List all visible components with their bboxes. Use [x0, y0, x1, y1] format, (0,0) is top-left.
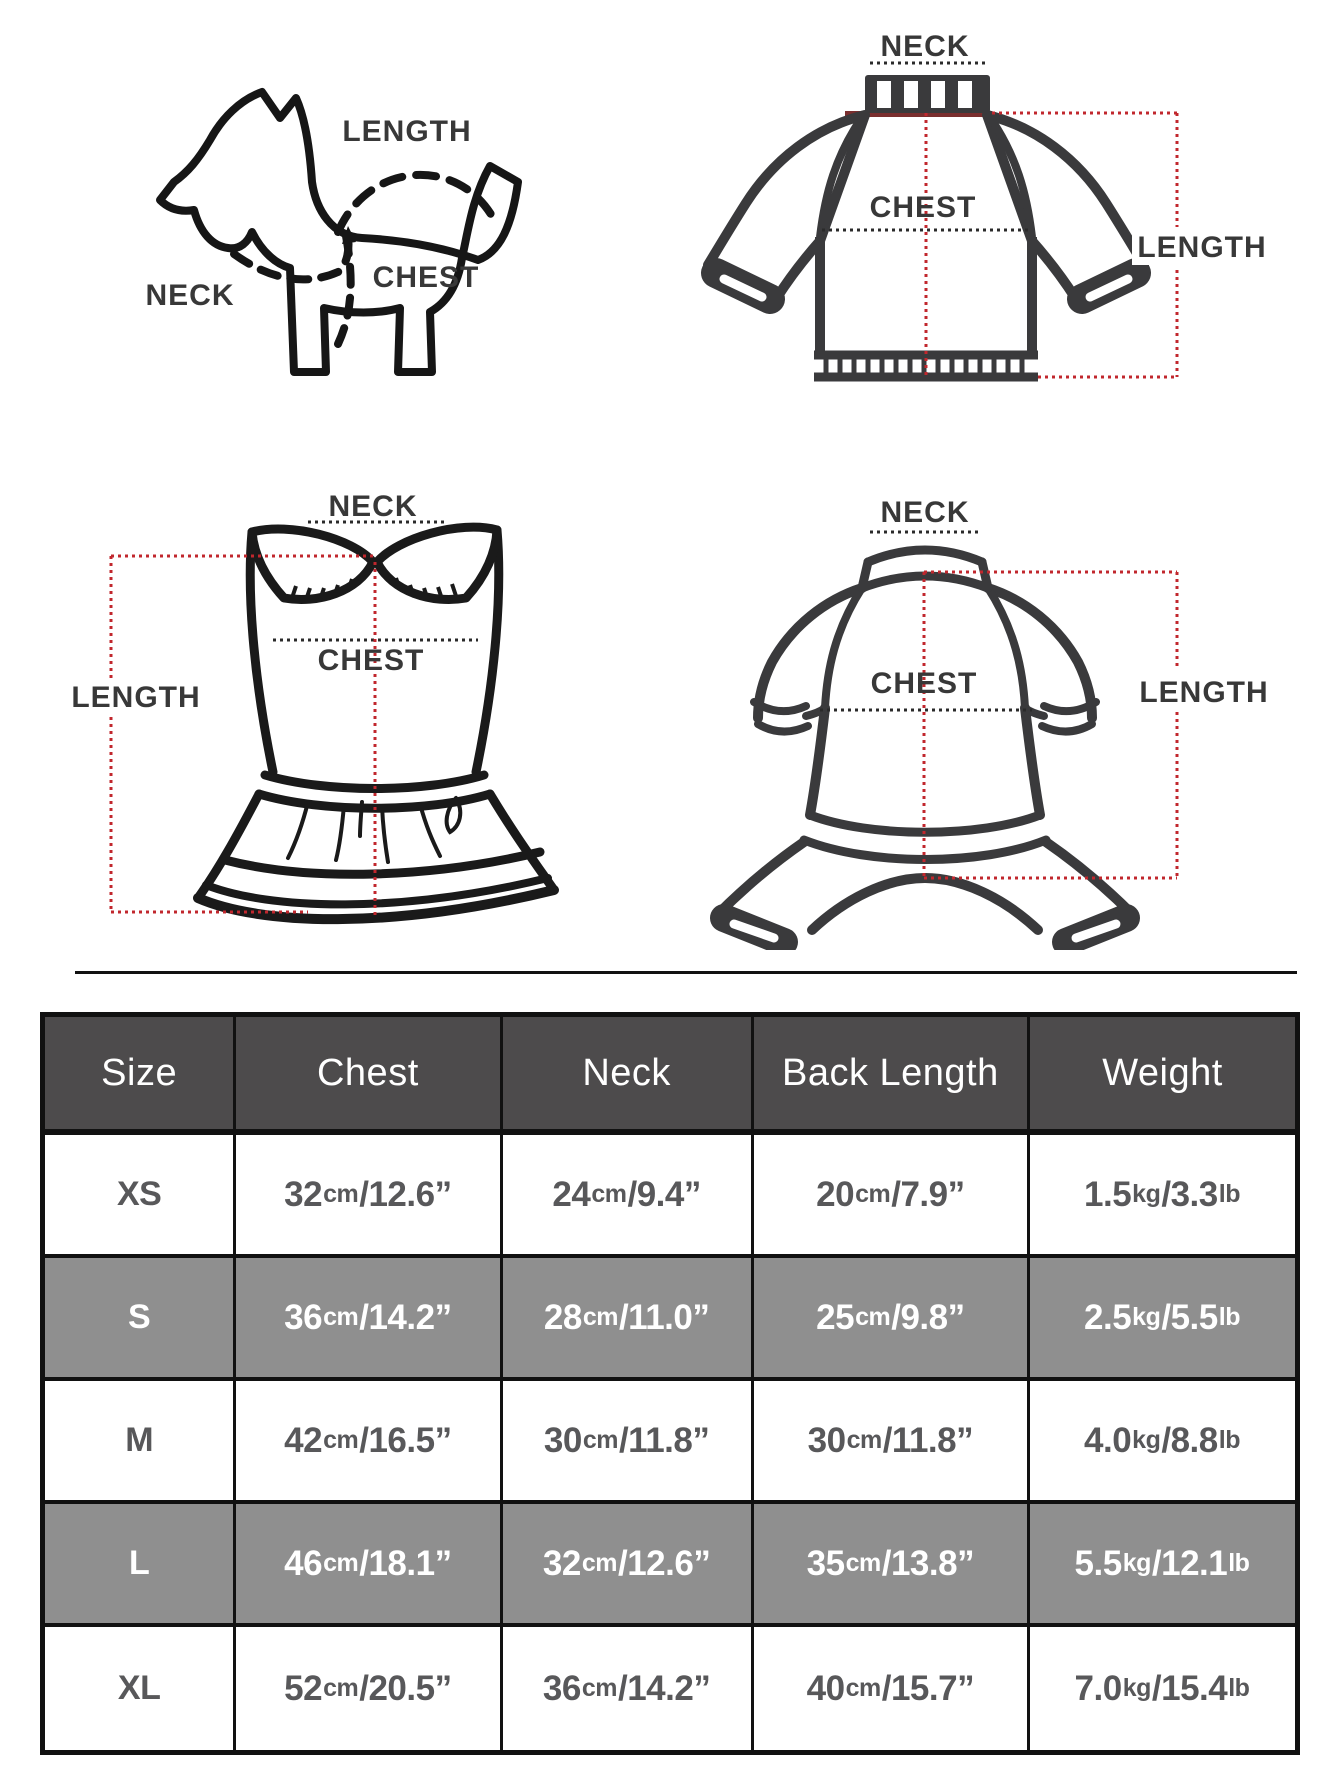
- skirt-band: [225, 852, 540, 874]
- value-text: /3.3: [1161, 1174, 1218, 1214]
- value-text: 30: [543, 1420, 582, 1460]
- value-text: /8.8: [1161, 1420, 1218, 1460]
- table-row: [45, 1135, 1295, 1258]
- hem-rib-ticks: [826, 358, 1022, 373]
- dress-chest-label: CHEST: [317, 644, 425, 677]
- value-text: 42: [284, 1420, 323, 1460]
- value-text: /15.7”: [881, 1668, 975, 1708]
- column-header: Weight: [1102, 1051, 1223, 1094]
- column-header: Neck: [503, 1017, 754, 1129]
- size-table-header-row: [45, 1017, 1295, 1135]
- dress-neck-label: NECK: [328, 490, 418, 523]
- sweater-neck-label: NECK: [880, 30, 970, 63]
- unit-text: kg: [1132, 1303, 1161, 1331]
- left-cuff-upper: [754, 702, 806, 711]
- value-text: 36: [542, 1668, 581, 1708]
- measurement-cell: [754, 1135, 1030, 1254]
- value-text: /12.1: [1151, 1543, 1228, 1583]
- value-text: /12.6”: [617, 1543, 711, 1583]
- value-text: 52: [284, 1668, 323, 1708]
- value-text: 35: [806, 1543, 845, 1583]
- unit-text: cm: [846, 1426, 882, 1454]
- unit-text: kg: [1122, 1674, 1151, 1702]
- column-header: Chest: [236, 1017, 502, 1129]
- unit-text: lb: [1218, 1303, 1240, 1331]
- measurement-cell: [236, 1504, 502, 1623]
- unit-text: cm: [323, 1674, 359, 1702]
- body-right-side: [1025, 708, 1040, 815]
- size-chart-table: [40, 1012, 1300, 1755]
- collar-left-flap: [252, 529, 373, 600]
- size-cell: L: [45, 1504, 236, 1623]
- jumpsuit-outline-drawing: [620, 430, 1300, 950]
- dress-measurement-diagram: [60, 430, 560, 940]
- column-header: Back Length: [754, 1017, 1030, 1129]
- measurement-cell: [1030, 1381, 1295, 1500]
- unit-text: kg: [1122, 1549, 1151, 1577]
- value-text: 30: [807, 1420, 846, 1460]
- measurement-cell: [1030, 1504, 1295, 1623]
- value-text: 20: [816, 1174, 855, 1214]
- unit-text: cm: [581, 1674, 617, 1702]
- value-text: /11.0”: [618, 1297, 710, 1337]
- unit-text: kg: [1132, 1180, 1161, 1208]
- measurement-cell: [503, 1627, 754, 1750]
- unit-text: cm: [591, 1180, 627, 1208]
- dress-outline-drawing: [60, 430, 560, 940]
- right-cuff-upper: [1044, 702, 1096, 711]
- value-text: /13.8”: [881, 1543, 975, 1583]
- unit-text: cm: [582, 1303, 618, 1331]
- sweater-outline-drawing: [620, 15, 1300, 405]
- value-text: 2.5: [1084, 1297, 1132, 1337]
- section-divider: [75, 971, 1297, 974]
- value-text: 40: [806, 1668, 845, 1708]
- collar-top-arc: [868, 550, 982, 562]
- left-leg-inner: [812, 878, 925, 930]
- table-row: [45, 1627, 1295, 1750]
- collar-right-edge: [982, 562, 988, 588]
- body-left-side: [810, 708, 825, 815]
- unit-text: cm: [323, 1303, 359, 1331]
- measurement-cell: [754, 1258, 1030, 1377]
- size-cell: S: [45, 1258, 236, 1377]
- unit-text: cm: [581, 1549, 617, 1577]
- jumpsuit-neck-label: NECK: [880, 496, 970, 529]
- measurement-cell: [754, 1504, 1030, 1623]
- measurement-cell: [1030, 1135, 1295, 1254]
- column-header: Size: [45, 1017, 236, 1129]
- value-text: 24: [552, 1174, 591, 1214]
- unit-text: lb: [1218, 1180, 1240, 1208]
- size-cell: XS: [45, 1135, 236, 1254]
- table-row: [45, 1504, 1295, 1627]
- measurement-cell: [236, 1258, 502, 1377]
- sweater-measurement-diagram: [620, 15, 1300, 405]
- unit-text: cm: [845, 1674, 881, 1702]
- measurement-cell: [503, 1381, 754, 1500]
- table-row: [45, 1381, 1295, 1504]
- value-text: /14.2”: [359, 1297, 452, 1337]
- value-text: /14.2”: [617, 1668, 711, 1708]
- unit-text: cm: [323, 1549, 359, 1577]
- unit-text: lb: [1228, 1674, 1250, 1702]
- right-leg-inner: [925, 878, 1038, 930]
- value-text: /12.6”: [359, 1174, 452, 1214]
- value-text: /7.9”: [891, 1174, 965, 1214]
- value-text: /5.5: [1161, 1297, 1218, 1337]
- value-text: /15.4: [1151, 1668, 1228, 1708]
- size-cell: XL: [45, 1627, 236, 1750]
- measurement-cell: [503, 1135, 754, 1254]
- measurement-cell: [236, 1381, 502, 1500]
- jumpsuit-chest-label: CHEST: [870, 667, 978, 700]
- value-text: 5.5: [1074, 1543, 1122, 1583]
- unit-text: cm: [855, 1303, 891, 1331]
- measurement-cell: [236, 1135, 502, 1254]
- measurement-cell: [503, 1504, 754, 1623]
- unit-text: cm: [582, 1426, 618, 1454]
- value-text: 46: [284, 1543, 323, 1583]
- value-text: 28: [543, 1297, 582, 1337]
- value-text: /11.8”: [882, 1420, 974, 1460]
- unit-text: cm: [323, 1426, 359, 1454]
- sweater-length-label: LENGTH: [1137, 231, 1267, 264]
- waistband-bottom: [804, 840, 1046, 860]
- measurement-cell: [1030, 1258, 1295, 1377]
- sweater-chest-label: CHEST: [869, 191, 977, 224]
- dog-outline-drawing: [100, 40, 560, 400]
- measurement-cell: [236, 1627, 502, 1750]
- size-table-body: [45, 1135, 1295, 1750]
- value-text: 4.0: [1084, 1420, 1132, 1460]
- jumpsuit-measurement-diagram: [620, 430, 1300, 950]
- value-text: 32: [284, 1174, 323, 1214]
- dog-length-label: LENGTH: [342, 115, 472, 148]
- unit-text: cm: [855, 1180, 891, 1208]
- size-cell: M: [45, 1381, 236, 1500]
- unit-text: kg: [1132, 1426, 1161, 1454]
- left-leg-outer: [718, 842, 804, 914]
- dog-chest-label: CHEST: [372, 261, 480, 294]
- jumpsuit-length-label: LENGTH: [1139, 676, 1269, 709]
- value-text: /16.5”: [359, 1420, 452, 1460]
- dog-neck-label: NECK: [145, 279, 235, 312]
- right-cuff-lower: [1042, 724, 1092, 732]
- value-text: /20.5”: [359, 1668, 452, 1708]
- value-text: /9.8”: [891, 1297, 965, 1337]
- table-row: [45, 1258, 1295, 1381]
- value-text: /9.4”: [627, 1174, 701, 1214]
- value-text: /11.8”: [618, 1420, 710, 1460]
- measurement-cell: [1030, 1627, 1295, 1750]
- measurement-cell: [754, 1381, 1030, 1500]
- value-text: 1.5: [1084, 1174, 1132, 1214]
- value-text: 7.0: [1074, 1668, 1122, 1708]
- measurement-cell: [503, 1258, 754, 1377]
- collar-left-edge: [862, 562, 868, 588]
- unit-text: cm: [323, 1180, 359, 1208]
- left-cuff-lower: [758, 724, 808, 732]
- value-text: /18.1”: [359, 1543, 452, 1583]
- value-text: 32: [542, 1543, 581, 1583]
- measurement-cell: [754, 1627, 1030, 1750]
- unit-text: cm: [845, 1549, 881, 1577]
- value-text: 36: [284, 1297, 323, 1337]
- value-text: 25: [816, 1297, 855, 1337]
- unit-text: lb: [1218, 1426, 1240, 1454]
- unit-text: lb: [1228, 1549, 1250, 1577]
- dog-measurement-diagram: [100, 40, 560, 400]
- dress-length-label: LENGTH: [71, 681, 201, 714]
